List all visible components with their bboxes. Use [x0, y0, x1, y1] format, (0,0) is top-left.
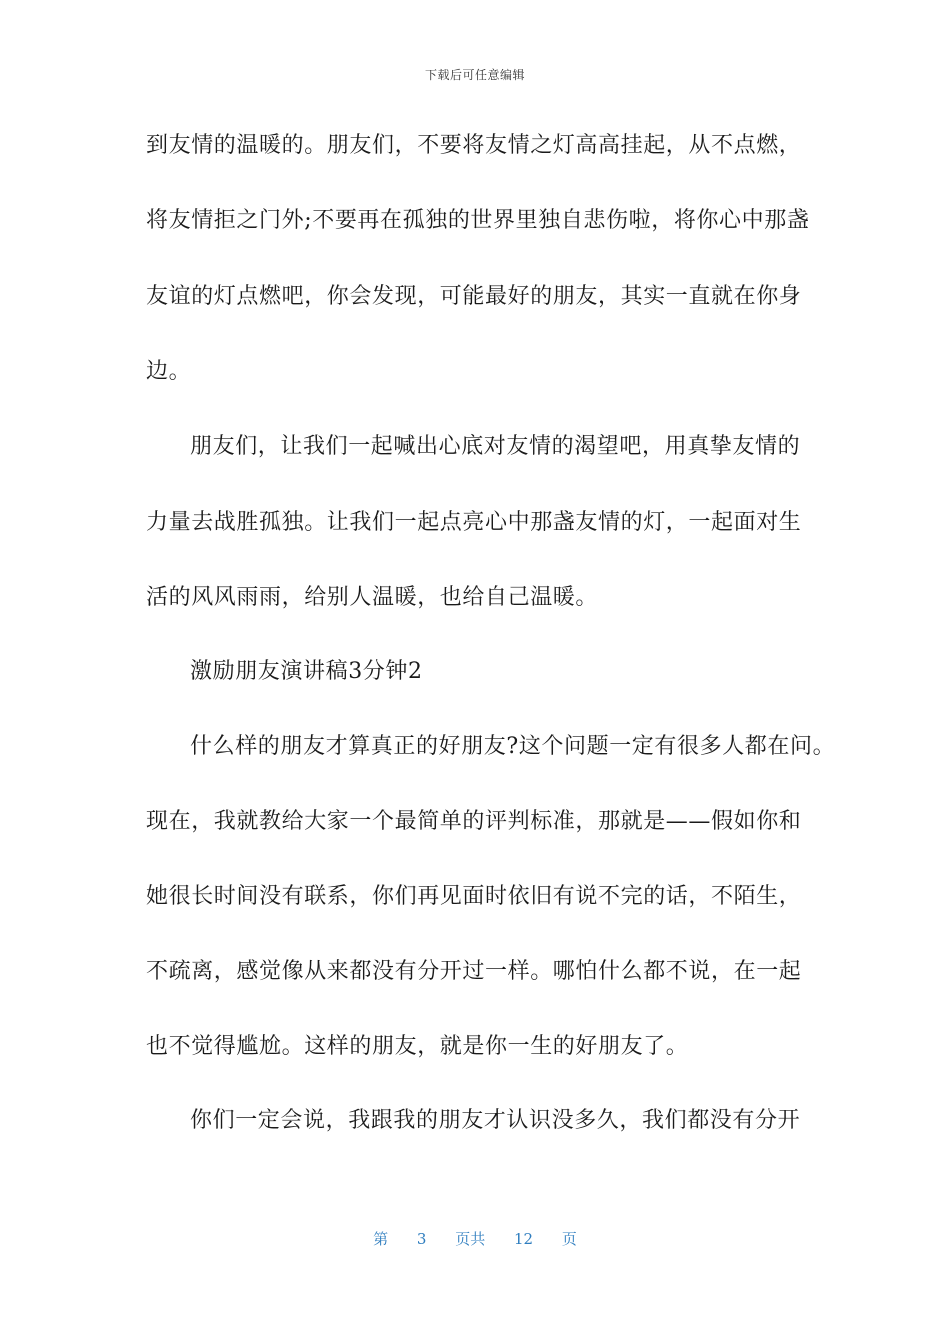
footer-current-page: 3: [416, 1230, 427, 1248]
page-header: 下载后可任意编辑: [424, 68, 525, 82]
body-line: 到友情的温暖的。朋友们，不要将友情之灯高高挂起，从不点燃，: [146, 133, 802, 158]
footer-total-pages: 12: [514, 1230, 534, 1248]
footer-mid: 页共: [455, 1230, 486, 1248]
page-footer: [0, 1228, 950, 1249]
body-line: 现在，我就教给大家一个最简单的评判标准，那就是——假如你和: [146, 809, 802, 834]
section-heading: 激励朋友演讲稿3分钟2: [190, 659, 423, 684]
body-line: 不疏离，感觉像从来都没有分开过一样。哪怕什么都不说，在一起: [146, 959, 802, 984]
body-line: 将友情拒之门外;不要再在孤独的世界里独自悲伤啦，将你心中那盏: [146, 208, 810, 233]
body-line: 力量去战胜孤独。让我们一起点亮心中那盏友情的灯，一起面对生: [146, 510, 802, 535]
body-line: 也不觉得尴尬。这样的朋友，就是你一生的好朋友了。: [146, 1034, 689, 1059]
body-line: 什么样的朋友才算真正的好朋友?这个问题一定有很多人都在问。: [190, 734, 836, 759]
body-line: 你们一定会说，我跟我的朋友才认识没多久，我们都没有分开: [190, 1108, 801, 1133]
body-line: 友谊的灯点燃吧，你会发现，可能最好的朋友，其实一直就在你身: [146, 284, 802, 309]
footer-prefix: 第: [373, 1230, 389, 1248]
body-line: 朋友们，让我们一起喊出心底对友情的渴望吧，用真挚友情的: [190, 434, 801, 459]
body-line: 她很长时间没有联系，你们再见面时依旧有说不完的话，不陌生，: [146, 884, 802, 909]
footer-suffix: 页: [561, 1230, 577, 1248]
body-line: 边。: [146, 359, 192, 384]
body-line: 活的风风雨雨，给别人温暖，也给自己温暖。: [146, 585, 599, 610]
